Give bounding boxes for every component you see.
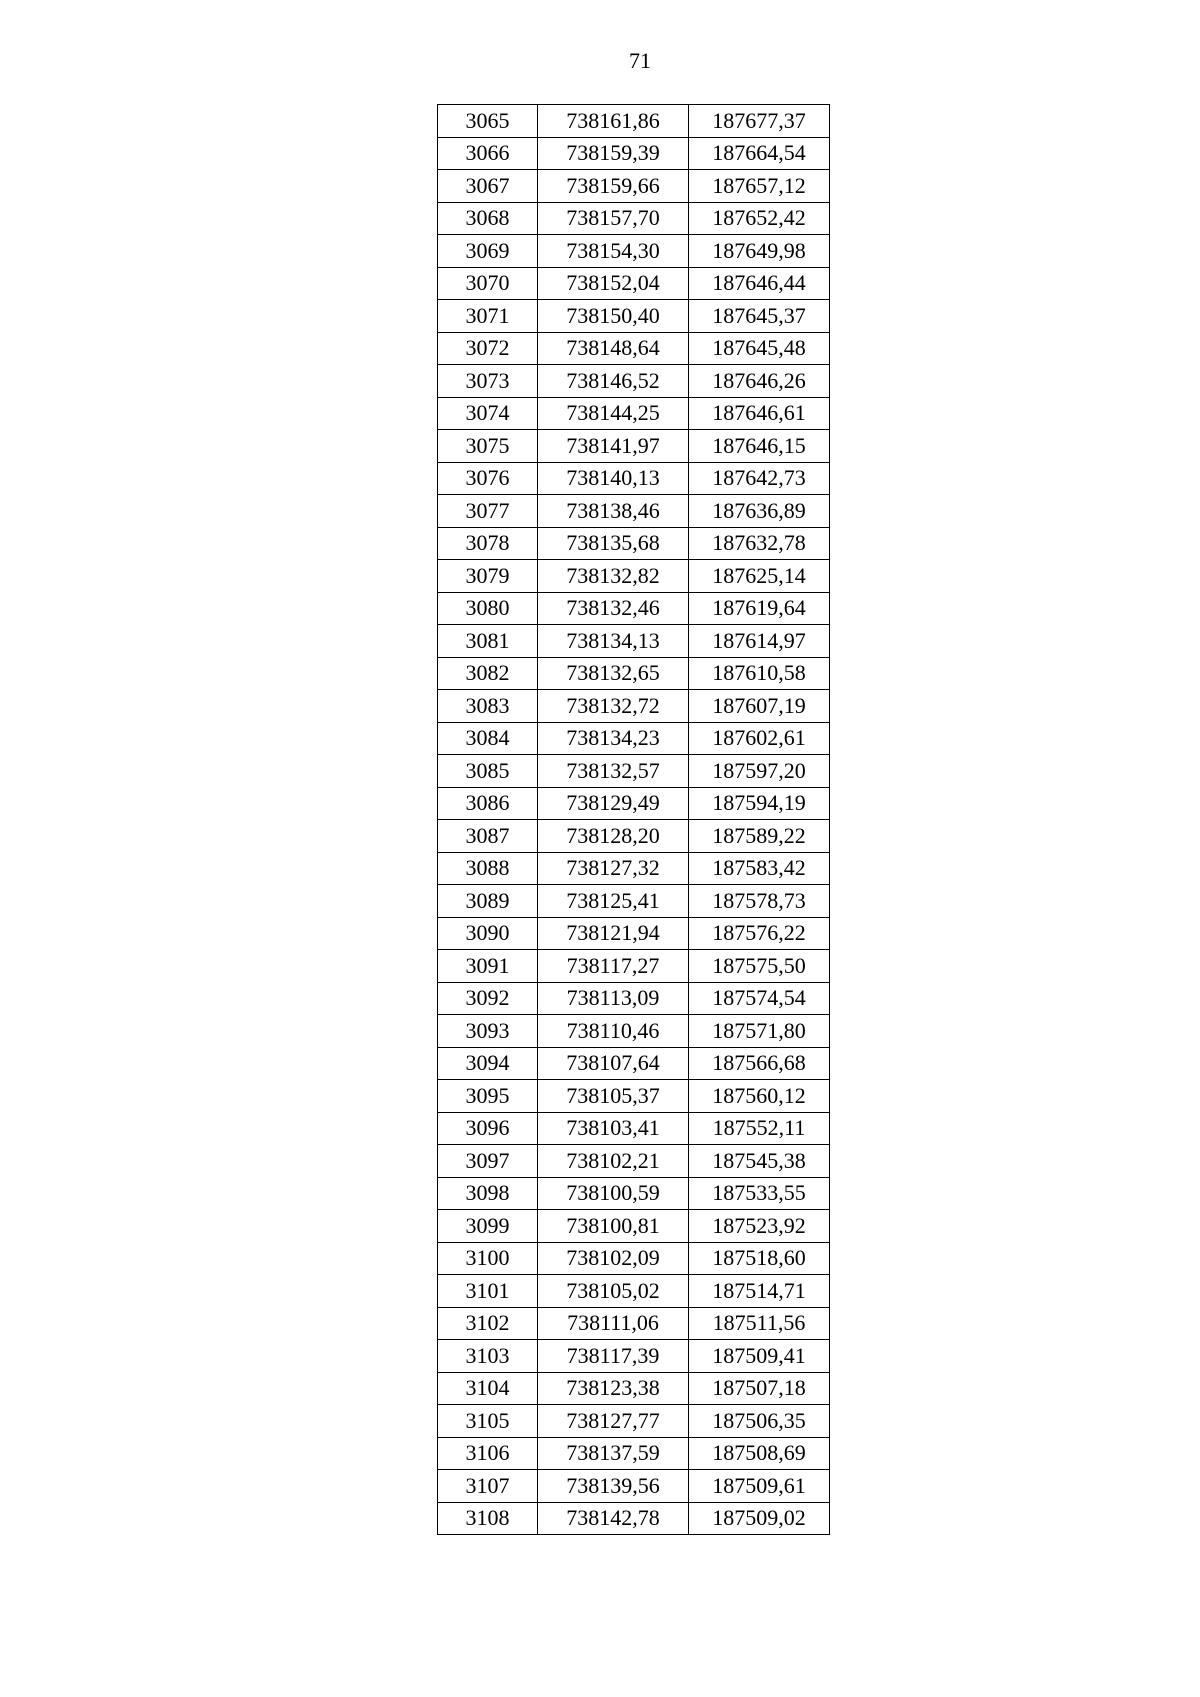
table-row <box>438 495 830 528</box>
x-coordinate-cell: 738117,27 <box>538 950 689 983</box>
y-coordinate-cell: 187646,61 <box>689 397 830 430</box>
table-row <box>438 1112 830 1145</box>
table-row <box>438 722 830 755</box>
y-coordinate-cell: 187507,18 <box>689 1372 830 1405</box>
table-row <box>438 332 830 365</box>
table-row <box>438 365 830 398</box>
point-number-cell: 3100 <box>438 1242 538 1275</box>
point-number-cell: 3096 <box>438 1112 538 1145</box>
table-row <box>438 625 830 658</box>
x-coordinate-cell: 738117,39 <box>538 1340 689 1373</box>
table-row <box>438 885 830 918</box>
x-coordinate-cell: 738134,13 <box>538 625 689 658</box>
x-coordinate-cell: 738161,86 <box>538 105 689 138</box>
table-row <box>438 1437 830 1470</box>
x-coordinate-cell: 738121,94 <box>538 917 689 950</box>
x-coordinate-cell: 738128,20 <box>538 820 689 853</box>
x-coordinate-cell: 738140,13 <box>538 462 689 495</box>
y-coordinate-cell: 187636,89 <box>689 495 830 528</box>
table-row <box>438 267 830 300</box>
x-coordinate-cell: 738113,09 <box>538 982 689 1015</box>
x-coordinate-cell: 738129,49 <box>538 787 689 820</box>
point-number-cell: 3094 <box>438 1047 538 1080</box>
x-coordinate-cell: 738138,46 <box>538 495 689 528</box>
point-number-cell: 3101 <box>438 1275 538 1308</box>
point-number-cell: 3069 <box>438 235 538 268</box>
y-coordinate-cell: 187602,61 <box>689 722 830 755</box>
y-coordinate-cell: 187514,71 <box>689 1275 830 1308</box>
table-row <box>438 430 830 463</box>
table-row <box>438 1372 830 1405</box>
point-number-cell: 3077 <box>438 495 538 528</box>
x-coordinate-cell: 738125,41 <box>538 885 689 918</box>
table-row <box>438 1405 830 1438</box>
point-number-cell: 3090 <box>438 917 538 950</box>
point-number-cell: 3108 <box>438 1502 538 1535</box>
point-number-cell: 3089 <box>438 885 538 918</box>
point-number-cell: 3104 <box>438 1372 538 1405</box>
point-number-cell: 3075 <box>438 430 538 463</box>
table-row <box>438 560 830 593</box>
y-coordinate-cell: 187523,92 <box>689 1210 830 1243</box>
point-number-cell: 3102 <box>438 1307 538 1340</box>
y-coordinate-cell: 187646,44 <box>689 267 830 300</box>
table-row <box>438 300 830 333</box>
table-row <box>438 1307 830 1340</box>
point-number-cell: 3091 <box>438 950 538 983</box>
x-coordinate-cell: 738123,38 <box>538 1372 689 1405</box>
table-row <box>438 852 830 885</box>
y-coordinate-cell: 187594,19 <box>689 787 830 820</box>
table-row <box>438 1015 830 1048</box>
table-row <box>438 105 830 138</box>
y-coordinate-cell: 187645,48 <box>689 332 830 365</box>
y-coordinate-cell: 187657,12 <box>689 170 830 203</box>
table-row <box>438 657 830 690</box>
y-coordinate-cell: 187589,22 <box>689 820 830 853</box>
y-coordinate-cell: 187625,14 <box>689 560 830 593</box>
point-number-cell: 3099 <box>438 1210 538 1243</box>
y-coordinate-cell: 187597,20 <box>689 755 830 788</box>
point-number-cell: 3074 <box>438 397 538 430</box>
point-number-cell: 3085 <box>438 755 538 788</box>
y-coordinate-cell: 187511,56 <box>689 1307 830 1340</box>
x-coordinate-cell: 738111,06 <box>538 1307 689 1340</box>
y-coordinate-cell: 187552,11 <box>689 1112 830 1145</box>
table-row <box>438 170 830 203</box>
table-row <box>438 820 830 853</box>
y-coordinate-cell: 187545,38 <box>689 1145 830 1178</box>
x-coordinate-cell: 738132,82 <box>538 560 689 593</box>
point-number-cell: 3083 <box>438 690 538 723</box>
y-coordinate-cell: 187518,60 <box>689 1242 830 1275</box>
y-coordinate-cell: 187632,78 <box>689 527 830 560</box>
x-coordinate-cell: 738105,37 <box>538 1080 689 1113</box>
point-number-cell: 3080 <box>438 592 538 625</box>
x-coordinate-cell: 738154,30 <box>538 235 689 268</box>
point-number-cell: 3103 <box>438 1340 538 1373</box>
x-coordinate-cell: 738132,65 <box>538 657 689 690</box>
x-coordinate-cell: 738102,09 <box>538 1242 689 1275</box>
point-number-cell: 3097 <box>438 1145 538 1178</box>
y-coordinate-cell: 187619,64 <box>689 592 830 625</box>
point-number-cell: 3071 <box>438 300 538 333</box>
table-row <box>438 1210 830 1243</box>
point-number-cell: 3066 <box>438 137 538 170</box>
x-coordinate-cell: 738144,25 <box>538 397 689 430</box>
point-number-cell: 3078 <box>438 527 538 560</box>
table-row <box>438 527 830 560</box>
point-number-cell: 3079 <box>438 560 538 593</box>
point-number-cell: 3087 <box>438 820 538 853</box>
x-coordinate-cell: 738132,57 <box>538 755 689 788</box>
point-number-cell: 3068 <box>438 202 538 235</box>
y-coordinate-cell: 187652,42 <box>689 202 830 235</box>
table-row <box>438 137 830 170</box>
x-coordinate-cell: 738146,52 <box>538 365 689 398</box>
y-coordinate-cell: 187578,73 <box>689 885 830 918</box>
point-number-cell: 3105 <box>438 1405 538 1438</box>
point-number-cell: 3072 <box>438 332 538 365</box>
y-coordinate-cell: 187646,15 <box>689 430 830 463</box>
point-number-cell: 3067 <box>438 170 538 203</box>
y-coordinate-cell: 187571,80 <box>689 1015 830 1048</box>
x-coordinate-cell: 738127,32 <box>538 852 689 885</box>
y-coordinate-cell: 187574,54 <box>689 982 830 1015</box>
x-coordinate-cell: 738135,68 <box>538 527 689 560</box>
table-row <box>438 397 830 430</box>
x-coordinate-cell: 738142,78 <box>538 1502 689 1535</box>
x-coordinate-cell: 738132,72 <box>538 690 689 723</box>
x-coordinate-cell: 738103,41 <box>538 1112 689 1145</box>
y-coordinate-cell: 187566,68 <box>689 1047 830 1080</box>
y-coordinate-cell: 187610,58 <box>689 657 830 690</box>
x-coordinate-cell: 738100,59 <box>538 1177 689 1210</box>
x-coordinate-cell: 738150,40 <box>538 300 689 333</box>
table-row <box>438 1177 830 1210</box>
point-number-cell: 3086 <box>438 787 538 820</box>
table-row <box>438 235 830 268</box>
y-coordinate-cell: 187506,35 <box>689 1405 830 1438</box>
point-number-cell: 3076 <box>438 462 538 495</box>
x-coordinate-cell: 738102,21 <box>538 1145 689 1178</box>
y-coordinate-cell: 187509,41 <box>689 1340 830 1373</box>
x-coordinate-cell: 738159,39 <box>538 137 689 170</box>
table-row <box>438 592 830 625</box>
y-coordinate-cell: 187614,97 <box>689 625 830 658</box>
coordinates-table-body <box>438 105 830 1535</box>
point-number-cell: 3082 <box>438 657 538 690</box>
point-number-cell: 3073 <box>438 365 538 398</box>
x-coordinate-cell: 738148,64 <box>538 332 689 365</box>
y-coordinate-cell: 187533,55 <box>689 1177 830 1210</box>
point-number-cell: 3106 <box>438 1437 538 1470</box>
x-coordinate-cell: 738137,59 <box>538 1437 689 1470</box>
x-coordinate-cell: 738105,02 <box>538 1275 689 1308</box>
table-row <box>438 982 830 1015</box>
table-row <box>438 690 830 723</box>
x-coordinate-cell: 738139,56 <box>538 1470 689 1503</box>
x-coordinate-cell: 738134,23 <box>538 722 689 755</box>
y-coordinate-cell: 187576,22 <box>689 917 830 950</box>
point-number-cell: 3092 <box>438 982 538 1015</box>
table-row <box>438 1502 830 1535</box>
point-number-cell: 3088 <box>438 852 538 885</box>
point-number-cell: 3081 <box>438 625 538 658</box>
y-coordinate-cell: 187677,37 <box>689 105 830 138</box>
table-row <box>438 1242 830 1275</box>
point-number-cell: 3093 <box>438 1015 538 1048</box>
x-coordinate-cell: 738127,77 <box>538 1405 689 1438</box>
point-number-cell: 3107 <box>438 1470 538 1503</box>
table-row <box>438 787 830 820</box>
y-coordinate-cell: 187664,54 <box>689 137 830 170</box>
y-coordinate-cell: 187508,69 <box>689 1437 830 1470</box>
table-row <box>438 1275 830 1308</box>
x-coordinate-cell: 738141,97 <box>538 430 689 463</box>
table-row <box>438 1340 830 1373</box>
x-coordinate-cell: 738107,64 <box>538 1047 689 1080</box>
table-row <box>438 1470 830 1503</box>
y-coordinate-cell: 187646,26 <box>689 365 830 398</box>
point-number-cell: 3084 <box>438 722 538 755</box>
y-coordinate-cell: 187509,02 <box>689 1502 830 1535</box>
table-row <box>438 950 830 983</box>
x-coordinate-cell: 738132,46 <box>538 592 689 625</box>
point-number-cell: 3070 <box>438 267 538 300</box>
x-coordinate-cell: 738159,66 <box>538 170 689 203</box>
page-number: 71 <box>629 48 651 73</box>
table-row <box>438 755 830 788</box>
y-coordinate-cell: 187645,37 <box>689 300 830 333</box>
x-coordinate-cell: 738152,04 <box>538 267 689 300</box>
point-number-cell: 3095 <box>438 1080 538 1113</box>
table-row <box>438 1145 830 1178</box>
table-row <box>438 202 830 235</box>
coordinates-table <box>437 104 830 1535</box>
y-coordinate-cell: 187649,98 <box>689 235 830 268</box>
y-coordinate-cell: 187583,42 <box>689 852 830 885</box>
x-coordinate-cell: 738157,70 <box>538 202 689 235</box>
point-number-cell: 3065 <box>438 105 538 138</box>
y-coordinate-cell: 187607,19 <box>689 690 830 723</box>
y-coordinate-cell: 187575,50 <box>689 950 830 983</box>
x-coordinate-cell: 738110,46 <box>538 1015 689 1048</box>
table-row <box>438 1047 830 1080</box>
table-row <box>438 917 830 950</box>
y-coordinate-cell: 187560,12 <box>689 1080 830 1113</box>
y-coordinate-cell: 187509,61 <box>689 1470 830 1503</box>
table-row <box>438 1080 830 1113</box>
table-row <box>438 462 830 495</box>
x-coordinate-cell: 738100,81 <box>538 1210 689 1243</box>
y-coordinate-cell: 187642,73 <box>689 462 830 495</box>
point-number-cell: 3098 <box>438 1177 538 1210</box>
